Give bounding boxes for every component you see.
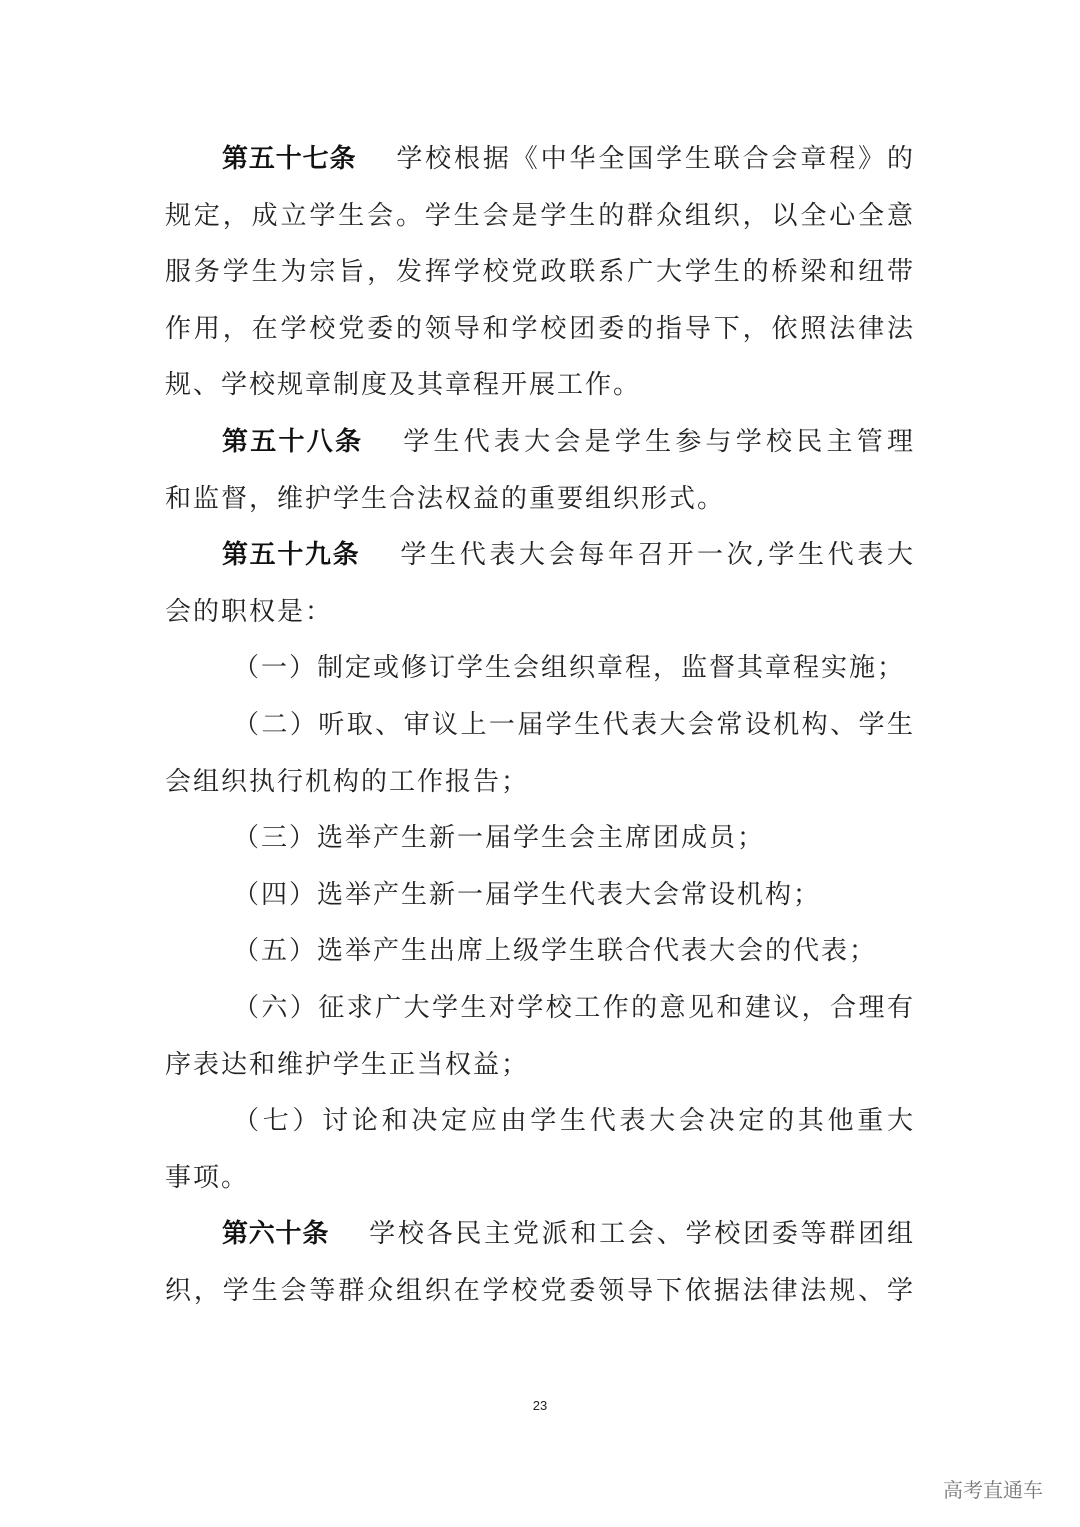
text-line	[165, 810, 915, 867]
line-text: 作用，在学校党委的领导和学校团委的指导下，依照法律法	[165, 313, 915, 344]
text-line	[165, 1206, 915, 1263]
text-line	[165, 754, 915, 811]
text-line	[165, 131, 915, 188]
line-text: 规、学校规章制度及其章程开展工作。	[165, 370, 642, 401]
line-text: 事项。	[165, 1162, 250, 1193]
text-line	[165, 640, 915, 697]
article-heading: 第六十条	[222, 1219, 330, 1250]
line-text: （五）选举产生出席上级学生联合代表大会的代表；	[233, 936, 878, 967]
line-text: 学校根据《中华全国学生联合会章程》的	[396, 144, 915, 174]
line-text: （二）听取、审议上一届学生代表大会常设机构、学生	[233, 709, 915, 740]
text-line	[165, 923, 915, 980]
text-line	[165, 357, 915, 414]
line-text: 学校各民主党派和工会、学校团委等群团组	[369, 1219, 915, 1250]
text-line	[165, 584, 915, 641]
line-text: 会的职权是：	[165, 596, 334, 627]
line-text: （七）讨论和决定应由学生代表大会决定的其他重大	[233, 1106, 915, 1137]
text-line	[165, 697, 915, 754]
article-heading: 第五十九条	[222, 540, 361, 571]
line-text: 和监督，维护学生合法权益的重要组织形式。	[165, 483, 726, 514]
line-text: （三）选举产生新一届学生会主席团成员；	[233, 823, 766, 854]
article-heading: 第五十七条	[222, 144, 357, 174]
text-line	[165, 1037, 915, 1094]
line-text: 序表达和维护学生正当权益；	[165, 1049, 530, 1080]
line-text: 规定，成立学生会。学生会是学生的群众组织，以全心全意	[165, 200, 915, 231]
text-line	[165, 188, 915, 245]
text-line	[165, 1263, 915, 1320]
line-text: 服务学生为宗旨，发挥学校党政联系广大学生的桥梁和纽带	[165, 257, 915, 288]
text-line	[165, 471, 915, 528]
article-heading: 第五十八条	[222, 426, 364, 457]
text-line	[165, 1150, 915, 1207]
text-line	[165, 980, 915, 1037]
line-text: 会组织执行机构的工作报告；	[165, 766, 530, 797]
line-text: 学生代表大会每年召开一次,学生代表大	[400, 540, 915, 571]
line-text: （一）制定或修订学生会组织章程，监督其章程实施；	[233, 653, 906, 684]
line-text: （六）征求广大学生对学校工作的意见和建议，合理有	[233, 992, 915, 1023]
line-text: 织，学生会等群众组织在学校党委领导下依据法律法规、学	[165, 1275, 915, 1306]
line-text: （四）选举产生新一届学生代表大会常设机构；	[233, 879, 822, 910]
watermark: 高考直通车	[943, 1478, 1043, 1502]
text-line	[165, 301, 915, 358]
text-line	[165, 527, 915, 584]
line-text: 学生代表大会是学生参与学校民主管理	[403, 426, 915, 457]
text-line	[165, 1093, 915, 1150]
text-line	[165, 867, 915, 924]
text-line	[165, 244, 915, 301]
page-number: 23	[532, 1398, 548, 1413]
document-body	[165, 131, 915, 1319]
text-line	[165, 414, 915, 471]
